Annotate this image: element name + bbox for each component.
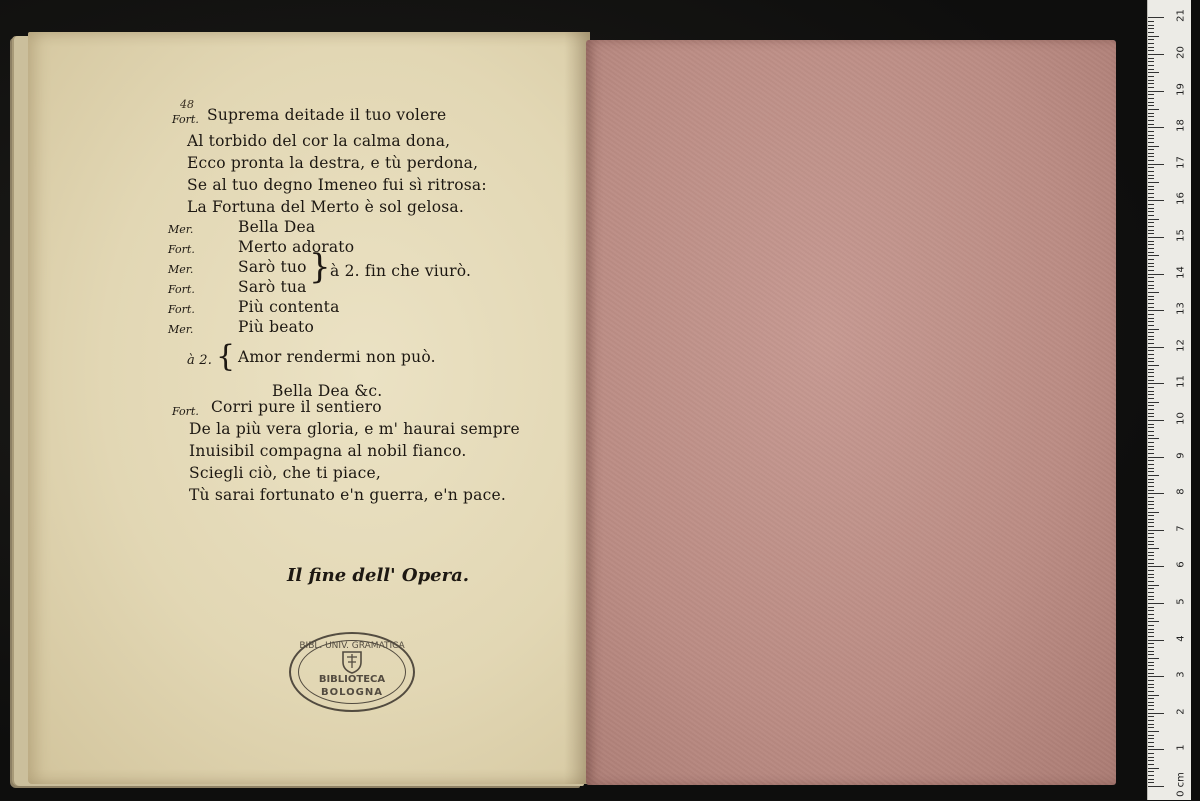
ruler-tick [1148, 559, 1154, 560]
ruler-tick [1148, 592, 1154, 593]
ruler-tick [1148, 332, 1154, 333]
ruler-tick [1148, 189, 1154, 190]
verse-line: Sarò tua [238, 278, 307, 296]
ruler-tick [1148, 50, 1154, 51]
ruler-tick [1148, 270, 1154, 271]
ruler-tick [1148, 113, 1154, 114]
curly-brace-icon: { [216, 339, 236, 374]
ruler-tick [1148, 292, 1159, 293]
ruler-tick [1148, 555, 1154, 556]
ruler-tick [1148, 640, 1164, 641]
ruler-tick [1148, 599, 1154, 600]
ruler-tick [1148, 416, 1154, 417]
ruler-tick [1148, 361, 1154, 362]
library-stamp [289, 632, 415, 712]
ruler-tick [1148, 211, 1154, 212]
ruler-tick [1148, 43, 1154, 44]
ruler-number: 7 [1175, 525, 1187, 532]
ruler-tick [1148, 307, 1154, 308]
ruler-tick [1148, 336, 1154, 337]
ruler-tick [1148, 735, 1154, 736]
ruler-number: 5 [1175, 598, 1187, 605]
ruler-tick [1148, 548, 1159, 549]
speaker-label: Fort. [172, 405, 199, 418]
ruler-tick [1148, 36, 1159, 37]
ruler-tick [1148, 610, 1154, 611]
ruler-tick [1148, 193, 1154, 194]
ruler-tick [1148, 285, 1154, 286]
speaker-label: Mer. [168, 223, 194, 236]
ruler-tick [1148, 753, 1154, 754]
ruler-tick [1148, 325, 1154, 326]
ruler-tick [1148, 687, 1154, 688]
crest-icon [341, 650, 363, 674]
ruler-tick [1148, 490, 1154, 491]
verse-line: La Fortuna del Merto è sol gelosa. [187, 198, 464, 216]
ruler-number: 4 [1175, 634, 1187, 642]
stamp-bottom-text: BOLOGNA [321, 687, 383, 698]
ruler-tick [1148, 32, 1154, 33]
ruler-tick [1148, 508, 1154, 509]
ruler-tick [1148, 402, 1159, 403]
ruler-tick [1148, 522, 1154, 523]
ruler-tick [1148, 296, 1154, 297]
ruler-tick [1148, 219, 1159, 220]
ruler-tick [1148, 343, 1154, 344]
stamp-top-text: BIBL. UNIV. GRAMATICA [299, 641, 405, 651]
ruler-number: 12 [1175, 338, 1187, 352]
ruler-number: 17 [1175, 155, 1187, 169]
ruler-tick [1148, 230, 1154, 231]
ruler-tick [1148, 427, 1154, 428]
ruler-tick [1148, 471, 1154, 472]
ruler-tick [1148, 691, 1154, 692]
speaker-label: Mer. [168, 263, 194, 276]
ruler-tick [1148, 318, 1154, 319]
curly-brace-icon: } [309, 247, 331, 287]
ruler-tick [1148, 512, 1159, 513]
ruler-tick [1148, 153, 1154, 154]
ruler-tick [1148, 156, 1154, 157]
ruler-tick [1148, 241, 1154, 242]
ruler-tick [1148, 533, 1154, 534]
ruler-tick [1148, 409, 1154, 410]
ruler-tick [1148, 94, 1154, 95]
ruler-tick [1148, 365, 1159, 366]
ruler-tick [1148, 149, 1154, 150]
ruler-tick [1148, 482, 1154, 483]
ruler-tick [1148, 116, 1154, 117]
ruler-tick [1148, 120, 1154, 121]
ruler-tick [1148, 625, 1154, 626]
ruler-tick [1148, 746, 1154, 747]
ruler-tick [1148, 54, 1164, 55]
ruler-tick [1148, 248, 1154, 249]
ruler-tick [1148, 391, 1154, 392]
verse-line: Inuisibil compagna al nobil fianco. [189, 442, 467, 460]
ruler-tick [1148, 321, 1154, 322]
ruler-tick [1148, 222, 1154, 223]
ruler-tick [1148, 676, 1164, 677]
ruler-tick [1148, 731, 1159, 732]
ruler-tick [1148, 449, 1154, 450]
speaker-label: Fort. [168, 303, 195, 316]
ruler-number: 21 [1175, 9, 1187, 23]
ruler-tick [1148, 208, 1154, 209]
ruler-tick [1148, 80, 1154, 81]
ruler-tick [1148, 142, 1154, 143]
ruler-tick [1148, 468, 1154, 469]
ruler-tick [1148, 83, 1154, 84]
verse-line: Sciegli ciò, che ti piace, [189, 464, 381, 482]
ruler-tick [1148, 25, 1154, 26]
verse-line: Più contenta [238, 298, 340, 316]
ruler-tick [1148, 705, 1154, 706]
ruler-tick [1148, 713, 1164, 714]
ruler-tick [1148, 738, 1154, 739]
ruler-tick [1148, 544, 1154, 545]
ruler-tick [1148, 442, 1154, 443]
ruler-tick [1148, 457, 1164, 458]
ruler-tick [1148, 695, 1159, 696]
ruler-tick [1148, 621, 1159, 622]
ruler-tick [1148, 350, 1154, 351]
ruler-number: 20 [1175, 46, 1187, 59]
ruler-tick [1148, 259, 1154, 260]
ruler-tick [1148, 127, 1164, 128]
ruler-tick [1148, 537, 1154, 538]
ruler-tick [1148, 493, 1164, 494]
ruler-tick [1148, 186, 1154, 187]
ruler-number: 19 [1175, 82, 1187, 96]
ruler-tick [1148, 629, 1154, 630]
ruler-tick [1148, 398, 1154, 399]
ruler-tick [1148, 413, 1154, 414]
ruler-tick [1148, 435, 1154, 436]
ruler-tick [1148, 255, 1159, 256]
ruler-tick [1148, 420, 1164, 421]
ruler-tick [1148, 394, 1154, 395]
ruler-tick [1148, 603, 1164, 604]
ruler-tick [1148, 69, 1154, 70]
ruler-number: 0 cm [1175, 772, 1187, 797]
verse-line: Tù sarai fortunato e'n guerra, e'n pace. [189, 486, 507, 504]
ruler-tick [1148, 146, 1159, 147]
ruler-number: 8 [1175, 488, 1187, 495]
ruler-tick [1148, 76, 1154, 77]
verse-line: Se al tuo degno Imeneo fui sì ritrosa: [187, 176, 487, 194]
ruler-tick [1148, 654, 1154, 655]
ruler-tick [1148, 581, 1154, 582]
ruler-tick [1148, 760, 1154, 761]
ruler-tick [1148, 577, 1154, 578]
ruler-tick [1148, 244, 1154, 245]
verse-line: Amor rendermi non può. [238, 348, 436, 366]
ruler-tick [1148, 665, 1154, 666]
speaker-label: Mer. [168, 323, 194, 336]
ruler-tick [1148, 233, 1154, 234]
ruler-tick [1148, 105, 1154, 106]
verse-line: Al torbido del cor la calma dona, [187, 132, 451, 150]
ruler-tick [1148, 486, 1154, 487]
ruler-tick [1148, 369, 1154, 370]
ruler-tick [1148, 632, 1154, 633]
ruler-number: 11 [1175, 375, 1187, 389]
ruler-tick [1148, 698, 1154, 699]
ruler-tick [1148, 47, 1154, 48]
ruler-number: 2 [1175, 708, 1187, 715]
ruler-tick [1148, 72, 1159, 73]
end-title: Il fine dell' Opera. [287, 565, 470, 586]
ruler-tick [1148, 431, 1154, 432]
ruler-tick [1148, 175, 1154, 176]
ruler-tick [1148, 178, 1154, 179]
ruler-tick [1148, 277, 1154, 278]
ruler-number: 13 [1175, 302, 1187, 316]
ruler-tick [1148, 252, 1154, 253]
verse-line: Bella Dea [238, 218, 316, 236]
ruler-tick [1148, 215, 1154, 216]
ruler-tick [1148, 651, 1154, 652]
ruler-tick [1148, 497, 1154, 498]
ruler-tick [1148, 658, 1159, 659]
ruler-number: 16 [1175, 192, 1187, 206]
ruler-tick [1148, 164, 1164, 165]
ruler-tick [1148, 585, 1159, 586]
ruler-tick [1148, 643, 1154, 644]
ruler-tick [1148, 303, 1154, 304]
speaker-label: Fort. [172, 113, 199, 126]
ruler-tick [1148, 138, 1154, 139]
ruler-tick [1148, 709, 1154, 710]
ruler-tick [1148, 475, 1159, 476]
ruler-tick [1148, 237, 1164, 238]
ruler-tick [1148, 39, 1154, 40]
ruler-number: 6 [1175, 561, 1187, 569]
verse-line: Merto adorato [238, 238, 355, 256]
ruler-tick [1148, 552, 1154, 553]
stamp-middle-text: BIBLIOTECA [318, 674, 386, 685]
ruler-tick [1148, 588, 1154, 589]
ruler-tick [1148, 58, 1154, 59]
ruler-tick [1148, 329, 1159, 330]
ruler-tick [1148, 764, 1154, 765]
a2-label: à 2. [187, 353, 213, 368]
ruler-tick [1148, 21, 1154, 22]
ruler-tick [1148, 727, 1154, 728]
ruler-tick [1148, 171, 1154, 172]
ruler-tick [1148, 354, 1154, 355]
ruler-tick [1148, 314, 1154, 315]
ruler-tick [1148, 775, 1154, 776]
ruler-tick [1148, 684, 1154, 685]
ruler-number: 14 [1175, 265, 1187, 279]
ruler-tick [1148, 160, 1154, 161]
ruler-tick [1148, 102, 1154, 103]
ruler-tick [1148, 17, 1164, 18]
ruler-tick [1148, 526, 1154, 527]
ruler-tick [1148, 288, 1154, 289]
ruler-number: 15 [1175, 229, 1187, 242]
ruler-tick [1148, 541, 1154, 542]
ruler-tick [1148, 680, 1154, 681]
ruler-tick [1148, 647, 1154, 648]
ruler-tick [1148, 453, 1154, 454]
ruler-tick [1148, 673, 1154, 674]
verse-line: Sarò tuo [238, 258, 307, 276]
ruler-tick [1148, 768, 1159, 769]
ruler-tick [1148, 310, 1164, 311]
ruler-tick [1148, 786, 1164, 787]
measurement-ruler [1147, 0, 1191, 800]
ruler-tick [1148, 109, 1159, 110]
ruler-tick [1148, 702, 1154, 703]
ruler-tick [1148, 182, 1159, 183]
ruler-tick [1148, 438, 1159, 439]
ruler-tick [1148, 339, 1154, 340]
speaker-label: Fort. [168, 243, 195, 256]
ruler-tick [1148, 716, 1154, 717]
ruler-tick [1148, 281, 1154, 282]
ruler-tick [1148, 299, 1154, 300]
ruler-tick [1148, 618, 1154, 619]
ruler-tick [1148, 204, 1154, 205]
ruler-tick [1148, 446, 1154, 447]
ruler-tick [1148, 65, 1154, 66]
ruler-tick [1148, 574, 1154, 575]
ruler-tick [1148, 570, 1154, 571]
ruler-tick [1148, 347, 1164, 348]
ruler-number: 9 [1175, 451, 1187, 459]
ruler-tick [1148, 197, 1154, 198]
ruler-tick [1148, 28, 1154, 29]
ruler-tick [1148, 274, 1164, 275]
ruler-tick [1148, 515, 1154, 516]
duet-brace-text: à 2. fin che viurò. [330, 262, 472, 280]
ruler-tick [1148, 530, 1164, 531]
refrain: Bella Dea &c. [272, 382, 383, 400]
ruler-tick [1148, 596, 1154, 597]
ruler-tick [1148, 98, 1154, 99]
ruler-tick [1148, 563, 1154, 564]
ruler-number: 18 [1175, 119, 1187, 133]
ruler-tick [1148, 424, 1154, 425]
verse-line: Più beato [238, 318, 314, 336]
ruler-tick [1148, 771, 1154, 772]
verse-line: De la più vera gloria, e m' haurai sempre [189, 420, 520, 438]
ruler-tick [1148, 135, 1154, 136]
ruler-tick [1148, 724, 1154, 725]
ruler-tick [1148, 519, 1154, 520]
ruler-tick [1148, 266, 1154, 267]
speaker-label: Fort. [168, 283, 195, 296]
ruler-tick [1148, 501, 1154, 502]
ruler-tick [1148, 376, 1154, 377]
ruler-tick [1148, 720, 1154, 721]
ruler-tick [1148, 662, 1154, 663]
ruler-number: 1 [1175, 744, 1187, 752]
ruler-tick [1148, 167, 1154, 168]
ruler-tick [1148, 383, 1164, 384]
ruler-tick [1148, 263, 1154, 264]
ruler-tick [1148, 504, 1154, 505]
ruler-tick [1148, 87, 1154, 88]
ruler-tick [1148, 91, 1164, 92]
ruler-tick [1148, 757, 1154, 758]
ruler-tick [1148, 566, 1164, 567]
ruler-tick [1148, 782, 1154, 783]
ruler-tick [1148, 372, 1154, 373]
ruler-tick [1148, 387, 1154, 388]
ruler-number: 10 [1175, 412, 1187, 425]
ruler-tick [1148, 200, 1164, 201]
ruler-tick [1148, 749, 1164, 750]
verse-line: Corri pure il sentiero [211, 398, 382, 416]
ruler-tick [1148, 405, 1154, 406]
page-number: 48 [180, 98, 194, 111]
ruler-tick [1148, 460, 1154, 461]
ruler-tick [1148, 479, 1154, 480]
ruler-tick [1148, 636, 1154, 637]
verse-line: Ecco pronta la destra, e tù perdona, [187, 154, 479, 172]
ruler-tick [1148, 124, 1154, 125]
ruler-number: 3 [1175, 671, 1187, 678]
ruler-tick [1148, 131, 1154, 132]
ruler-tick [1148, 226, 1154, 227]
ruler-tick [1148, 464, 1154, 465]
ruler-tick [1148, 607, 1154, 608]
ruler-tick [1148, 380, 1154, 381]
ruler-tick [1148, 779, 1154, 780]
ruler-tick [1148, 742, 1154, 743]
ruler-tick [1148, 358, 1154, 359]
ruler-tick [1148, 61, 1154, 62]
pink-cover [586, 40, 1116, 785]
ruler-tick [1148, 614, 1154, 615]
verse-line: Suprema deitade il tuo volere [207, 106, 447, 124]
ruler-tick [1148, 669, 1154, 670]
